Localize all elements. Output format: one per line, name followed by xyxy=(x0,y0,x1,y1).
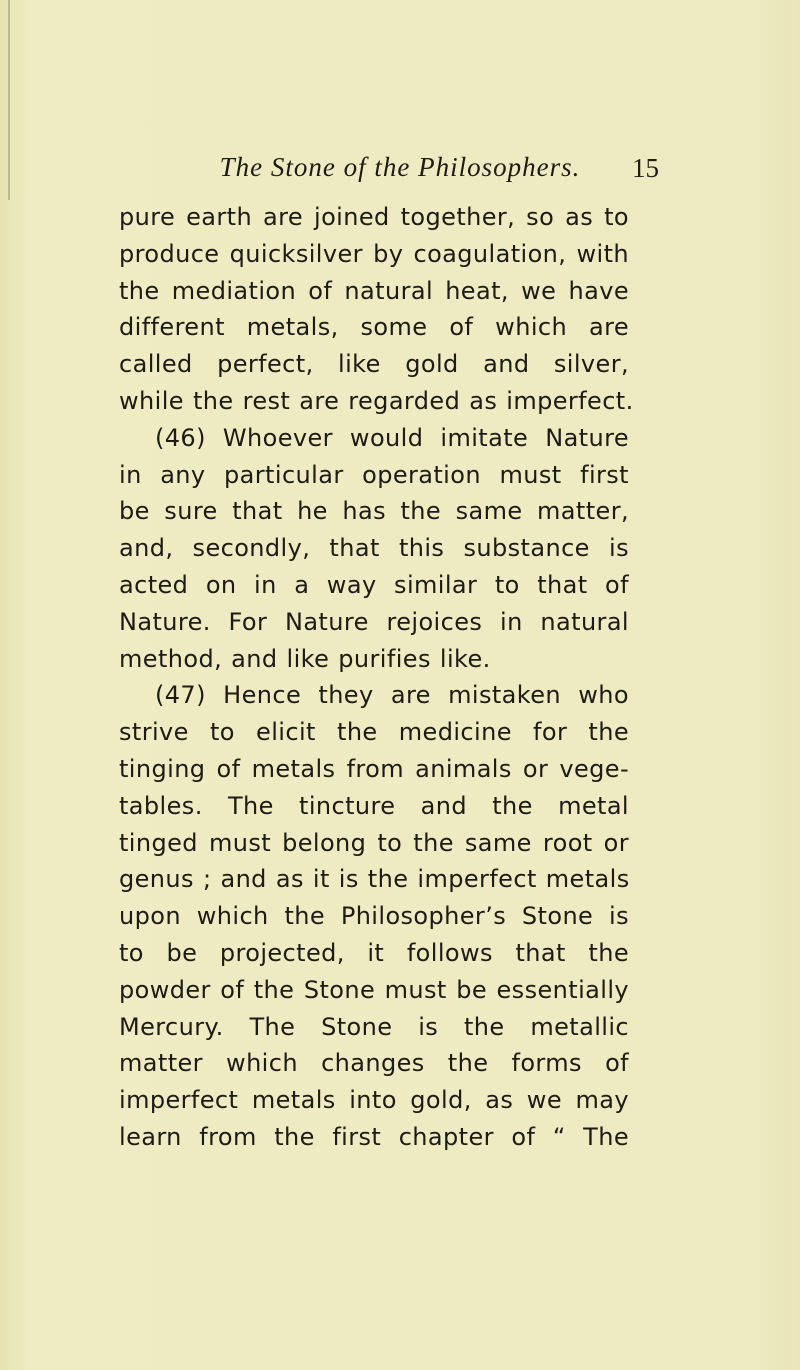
text-line: matter which changes the forms of xyxy=(119,1049,629,1078)
text-line: tinged must belong to the same root or xyxy=(119,828,629,857)
text-line: produce quicksilver by coagulation, with xyxy=(119,239,629,268)
text-line: acted on in a way similar to that of xyxy=(119,570,629,599)
text-line: Nature. For Nature rejoices in natural xyxy=(119,607,629,636)
text-line: pure earth are joined together, so as to xyxy=(119,203,629,231)
body-text xyxy=(119,199,634,1156)
text-line: in any particular operation must first xyxy=(119,460,629,489)
text-line: to be projected, it follows that the xyxy=(119,938,629,967)
paragraph-start-line: (46) Whoever would imitate Nature xyxy=(155,423,629,452)
text-line: the mediation of natural heat, we have xyxy=(119,276,629,305)
text-line: method, and like purifies like. xyxy=(119,644,491,673)
text-line: called perfect, like gold and silver, xyxy=(119,350,629,379)
paragraph-start-line: (47) Hence they are mistaken who xyxy=(155,681,629,710)
text-line: while the rest are regarded as imperfect. xyxy=(119,386,634,415)
page-number: 15 xyxy=(632,153,659,183)
text-line: upon which the Philosopher’s Stone is xyxy=(119,902,629,931)
text-line: strive to elicit the medicine for the xyxy=(119,718,629,747)
text-line: be sure that he has the same matter, xyxy=(119,497,629,526)
text-line: powder of the Stone must be essentially xyxy=(119,975,629,1004)
text-line: tables. The tincture and the metal xyxy=(119,791,629,820)
text-line: learn from the first chapter of “ The xyxy=(119,1122,629,1151)
text-line: genus ; and as it is the imperfect metals xyxy=(119,865,630,894)
text-line: imperfect metals into gold, as we may xyxy=(119,1086,629,1115)
text-line: Mercury. The Stone is the metallic xyxy=(119,1012,629,1041)
text-line: and, secondly, that this substance is xyxy=(119,534,629,563)
page-header xyxy=(0,152,800,192)
text-line: different metals, some of which are xyxy=(119,313,629,342)
running-title: The Stone of the Philosophers. xyxy=(219,152,581,182)
text-line: tinging of metals from animals or vege- xyxy=(119,754,629,783)
